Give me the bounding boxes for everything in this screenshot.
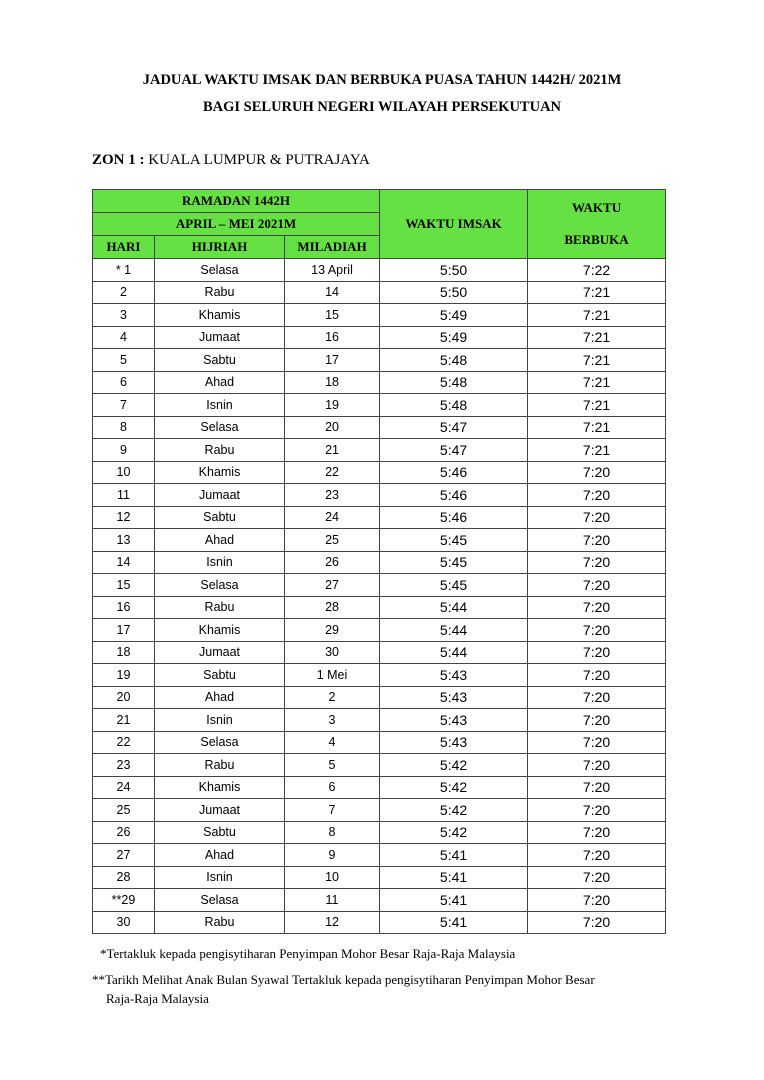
berbuka-time-cell: 7:21 <box>528 439 666 462</box>
date-cell: 9 <box>285 844 380 867</box>
date-cell: 14 <box>285 281 380 304</box>
weekday-cell: Isnin <box>155 394 285 417</box>
weekday-cell: Sabtu <box>155 821 285 844</box>
berbuka-time-cell: 7:20 <box>528 709 666 732</box>
berbuka-time-cell: 7:20 <box>528 776 666 799</box>
date-cell: 12 <box>285 911 380 934</box>
weekday-cell: Khamis <box>155 619 285 642</box>
imsak-time-cell: 5:44 <box>380 619 528 642</box>
day-number-cell: 24 <box>93 776 155 799</box>
imsak-time-cell: 5:48 <box>380 394 528 417</box>
imsak-time-cell: 5:49 <box>380 326 528 349</box>
date-cell: 2 <box>285 686 380 709</box>
berbuka-time-cell: 7:20 <box>528 754 666 777</box>
weekday-cell: Rabu <box>155 439 285 462</box>
table-row <box>93 439 666 462</box>
date-cell: 20 <box>285 416 380 439</box>
day-number-cell: 13 <box>93 529 155 552</box>
weekday-cell: Jumaat <box>155 326 285 349</box>
day-number-cell: 15 <box>93 574 155 597</box>
date-cell: 28 <box>285 596 380 619</box>
berbuka-time-cell: 7:21 <box>528 416 666 439</box>
day-number-cell: 19 <box>93 664 155 687</box>
date-cell: 30 <box>285 641 380 664</box>
date-cell: 4 <box>285 731 380 754</box>
date-cell: 23 <box>285 484 380 507</box>
table-row <box>93 281 666 304</box>
day-number-cell: 7 <box>93 394 155 417</box>
table-row <box>93 304 666 327</box>
table-row <box>93 731 666 754</box>
weekday-cell: Selasa <box>155 416 285 439</box>
date-cell: 29 <box>285 619 380 642</box>
weekday-cell: Sabtu <box>155 664 285 687</box>
day-number-cell: **29 <box>93 889 155 912</box>
date-cell: 10 <box>285 866 380 889</box>
imsak-time-cell: 5:41 <box>380 844 528 867</box>
day-number-cell: 27 <box>93 844 155 867</box>
imsak-time-cell: 5:45 <box>380 574 528 597</box>
berbuka-time-cell: 7:21 <box>528 394 666 417</box>
table-row <box>93 709 666 732</box>
imsak-time-cell: 5:45 <box>380 551 528 574</box>
table-row <box>93 776 666 799</box>
weekday-cell: Ahad <box>155 371 285 394</box>
day-number-cell: 11 <box>93 484 155 507</box>
hari-header: HARI <box>93 236 155 259</box>
weekday-cell: Isnin <box>155 551 285 574</box>
imsak-time-cell: 5:43 <box>380 686 528 709</box>
month-header: APRIL – MEI 2021M <box>93 213 380 236</box>
imsak-time-cell: 5:43 <box>380 731 528 754</box>
table-row <box>93 349 666 372</box>
document-title-line-2: BAGI SELURUH NEGERI WILAYAH PERSEKUTUAN <box>202 99 562 115</box>
miladiah-header: MILADIAH <box>285 236 380 259</box>
table-row <box>93 574 666 597</box>
day-number-cell: 25 <box>93 799 155 822</box>
table-row <box>93 866 666 889</box>
berbuka-time-cell: 7:20 <box>528 844 666 867</box>
berbuka-time-cell: 7:20 <box>528 686 666 709</box>
berbuka-time-cell: 7:21 <box>528 349 666 372</box>
berbuka-time-cell: 7:20 <box>528 484 666 507</box>
imsak-time-cell: 5:49 <box>380 304 528 327</box>
imsak-time-cell: 5:41 <box>380 889 528 912</box>
berbuka-time-cell: 7:20 <box>528 889 666 912</box>
date-cell: 26 <box>285 551 380 574</box>
day-number-cell: 28 <box>93 866 155 889</box>
zone-label: ZON 1 : <box>92 152 145 168</box>
day-number-cell: 8 <box>93 416 155 439</box>
day-number-cell: 22 <box>93 731 155 754</box>
imsak-time-cell: 5:47 <box>380 439 528 462</box>
document-title-line-1: JADUAL WAKTU IMSAK DAN BERBUKA PUASA TAHUN 1442H/ 2021M <box>142 72 622 88</box>
table-row <box>93 551 666 574</box>
day-number-cell: 12 <box>93 506 155 529</box>
imsak-time-cell: 5:43 <box>380 664 528 687</box>
day-number-cell: 17 <box>93 619 155 642</box>
zone-name: KUALA LUMPUR & PUTRAJAYA <box>148 152 370 168</box>
weekday-cell: Selasa <box>155 889 285 912</box>
footnote-2 <box>92 970 672 1008</box>
table-row <box>93 484 666 507</box>
table-row <box>93 754 666 777</box>
table-row <box>93 529 666 552</box>
weekday-cell: Selasa <box>155 574 285 597</box>
weekday-cell: Isnin <box>155 866 285 889</box>
imsak-time-cell: 5:46 <box>380 461 528 484</box>
berbuka-time-cell: 7:20 <box>528 731 666 754</box>
day-number-cell: 6 <box>93 371 155 394</box>
date-cell: 8 <box>285 821 380 844</box>
table-row <box>93 416 666 439</box>
berbuka-time-cell: 7:20 <box>528 619 666 642</box>
day-number-cell: 26 <box>93 821 155 844</box>
imsak-time-cell: 5:42 <box>380 821 528 844</box>
imsak-time-cell: 5:48 <box>380 349 528 372</box>
day-number-cell: 14 <box>93 551 155 574</box>
date-cell: 22 <box>285 461 380 484</box>
weekday-cell: Rabu <box>155 281 285 304</box>
weekday-cell: Rabu <box>155 754 285 777</box>
imsak-time-cell: 5:42 <box>380 799 528 822</box>
table-row <box>93 506 666 529</box>
day-number-cell: 21 <box>93 709 155 732</box>
berbuka-time-cell: 7:20 <box>528 506 666 529</box>
date-cell: 11 <box>285 889 380 912</box>
day-number-cell: 9 <box>93 439 155 462</box>
weekday-cell: Sabtu <box>155 349 285 372</box>
imsak-header: WAKTU IMSAK <box>380 190 528 259</box>
weekday-cell: Ahad <box>155 686 285 709</box>
berbuka-time-cell: 7:20 <box>528 641 666 664</box>
berbuka-time-cell: 7:20 <box>528 799 666 822</box>
weekday-cell: Khamis <box>155 304 285 327</box>
day-number-cell: 20 <box>93 686 155 709</box>
date-cell: 21 <box>285 439 380 462</box>
day-number-cell: 4 <box>93 326 155 349</box>
date-cell: 15 <box>285 304 380 327</box>
day-number-cell: 16 <box>93 596 155 619</box>
day-number-cell: 30 <box>93 911 155 934</box>
day-number-cell: * 1 <box>93 259 155 282</box>
table-row <box>93 596 666 619</box>
imsak-time-cell: 5:46 <box>380 484 528 507</box>
weekday-cell: Khamis <box>155 776 285 799</box>
weekday-cell: Isnin <box>155 709 285 732</box>
berbuka-time-cell: 7:21 <box>528 326 666 349</box>
table-row <box>93 394 666 417</box>
timetable-body <box>93 259 666 934</box>
table-row <box>93 844 666 867</box>
date-cell: 7 <box>285 799 380 822</box>
imsak-time-cell: 5:46 <box>380 506 528 529</box>
weekday-cell: Khamis <box>155 461 285 484</box>
day-number-cell: 18 <box>93 641 155 664</box>
imsak-time-cell: 5:41 <box>380 911 528 934</box>
imsak-time-cell: 5:43 <box>380 709 528 732</box>
date-cell: 19 <box>285 394 380 417</box>
weekday-cell: Jumaat <box>155 484 285 507</box>
day-number-cell: 23 <box>93 754 155 777</box>
weekday-cell: Rabu <box>155 596 285 619</box>
imsak-time-cell: 5:42 <box>380 776 528 799</box>
imsak-time-cell: 5:41 <box>380 866 528 889</box>
berbuka-time-cell: 7:20 <box>528 574 666 597</box>
footnote-2-line-2: Raja-Raja Malaysia <box>106 991 209 1006</box>
weekday-cell: Jumaat <box>155 799 285 822</box>
date-cell: 6 <box>285 776 380 799</box>
imsak-time-cell: 5:50 <box>380 259 528 282</box>
table-row <box>93 821 666 844</box>
day-number-cell: 5 <box>93 349 155 372</box>
date-cell: 25 <box>285 529 380 552</box>
berbuka-time-cell: 7:20 <box>528 551 666 574</box>
berbuka-time-cell: 7:20 <box>528 461 666 484</box>
berbuka-header-line-1: WAKTU <box>571 200 622 215</box>
imsak-time-cell: 5:47 <box>380 416 528 439</box>
imsak-time-cell: 5:44 <box>380 641 528 664</box>
table-row <box>93 461 666 484</box>
berbuka-time-cell: 7:21 <box>528 304 666 327</box>
berbuka-header <box>528 190 666 259</box>
day-number-cell: 2 <box>93 281 155 304</box>
berbuka-time-cell: 7:20 <box>528 529 666 552</box>
berbuka-header-line-2: BERBUKA <box>564 232 629 247</box>
table-row <box>93 889 666 912</box>
table-row <box>93 619 666 642</box>
table-row <box>93 371 666 394</box>
hijriah-header: HIJRIAH <box>155 236 285 259</box>
berbuka-time-cell: 7:20 <box>528 911 666 934</box>
date-cell: 18 <box>285 371 380 394</box>
date-cell: 17 <box>285 349 380 372</box>
imsak-time-cell: 5:45 <box>380 529 528 552</box>
zone-heading <box>92 152 370 169</box>
berbuka-time-cell: 7:20 <box>528 866 666 889</box>
weekday-cell: Ahad <box>155 844 285 867</box>
footnote-1: *Tertakluk kepada pengisytiharan Penyimpan Mohor Besar Raja-Raja Malaysia <box>100 946 516 961</box>
imsak-time-cell: 5:44 <box>380 596 528 619</box>
date-cell: 16 <box>285 326 380 349</box>
table-row <box>93 326 666 349</box>
timetable <box>92 189 666 934</box>
table-row <box>93 664 666 687</box>
date-cell: 5 <box>285 754 380 777</box>
berbuka-time-cell: 7:21 <box>528 281 666 304</box>
weekday-cell: Jumaat <box>155 641 285 664</box>
date-cell: 13 April <box>285 259 380 282</box>
date-cell: 1 Mei <box>285 664 380 687</box>
weekday-cell: Ahad <box>155 529 285 552</box>
weekday-cell: Sabtu <box>155 506 285 529</box>
berbuka-time-cell: 7:22 <box>528 259 666 282</box>
imsak-time-cell: 5:42 <box>380 754 528 777</box>
date-cell: 27 <box>285 574 380 597</box>
weekday-cell: Selasa <box>155 259 285 282</box>
day-number-cell: 10 <box>93 461 155 484</box>
date-cell: 24 <box>285 506 380 529</box>
weekday-cell: Selasa <box>155 731 285 754</box>
footnote-2-line-1: **Tarikh Melihat Anak Bulan Syawal Tertakluk kepada pengisytiharan Penyimpan Mohor Besar <box>92 972 595 987</box>
table-row <box>93 686 666 709</box>
table-row <box>93 259 666 282</box>
berbuka-time-cell: 7:20 <box>528 821 666 844</box>
berbuka-time-cell: 7:20 <box>528 664 666 687</box>
ramadan-header: RAMADAN 1442H <box>93 190 380 213</box>
table-row <box>93 911 666 934</box>
date-cell: 3 <box>285 709 380 732</box>
imsak-time-cell: 5:48 <box>380 371 528 394</box>
day-number-cell: 3 <box>93 304 155 327</box>
weekday-cell: Rabu <box>155 911 285 934</box>
table-row <box>93 641 666 664</box>
table-row <box>93 799 666 822</box>
berbuka-time-cell: 7:20 <box>528 596 666 619</box>
imsak-time-cell: 5:50 <box>380 281 528 304</box>
berbuka-time-cell: 7:21 <box>528 371 666 394</box>
